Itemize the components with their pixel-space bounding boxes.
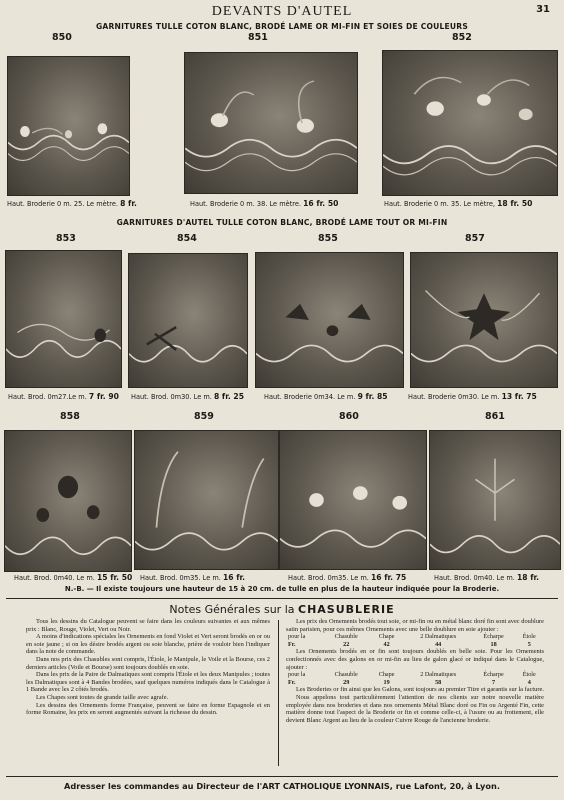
table-cell: 19	[383, 678, 390, 686]
price-table-galons	[286, 671, 544, 686]
table-cell: Chape	[378, 633, 395, 641]
footer-address: Adresser les commandes au Directeur de l'ART CATHOLIQUE LYONNAIS, rue Lafont, 20, à Lyon.	[64, 781, 500, 791]
notes-title: Notes Générales sur la CHASUBLERIE	[169, 603, 395, 616]
item-859-number: 859	[194, 411, 214, 422]
item-859-image	[134, 430, 279, 570]
table-cell: Étole	[522, 671, 536, 679]
note-paragraph: Tous les dessins du Catalogue peuvent se faire dans les couleurs suivantes et aux mêmes prix : Blanc, Rouge, Violet, Vert ou Noir.	[26, 618, 270, 633]
note-paragraph: Les Ornements brodés en or fin sont toujours doublés en belle soie. Pour les Ornements confectionnés avec des galons en or mi-fin au lieu de galon glacé or indiqué dans le Catalogue, ajouter :	[286, 648, 544, 671]
item-855-number: 855	[318, 233, 338, 244]
table-cell: Chasuble	[334, 633, 358, 641]
item-857-caption: Haut. Broderie 0m30. Le m. 13 fr. 75	[408, 392, 537, 401]
table-cell: 2 Dalmatiques	[420, 671, 457, 679]
note-paragraph: Les Chapes sont toutes de grande taille avec agrafe.	[36, 693, 169, 701]
item-860-image	[279, 430, 427, 570]
item-850-caption: Haut. Broderie 0 m. 25. Le mètre. 8 fr.	[7, 199, 137, 208]
table-cell: 42	[383, 640, 390, 648]
table-cell: 22	[343, 640, 350, 648]
item-854-caption: Haut. Brod. 0m30. Le m. 8 fr. 25	[131, 392, 244, 401]
section-title-1: GARNITURES TULLE COTON BLANC, BRODÉ LAME OR MI-FIN ET SOIES DE COULEURS	[95, 22, 469, 31]
page-number: 31	[536, 4, 550, 15]
table-cell: Chape	[378, 671, 395, 679]
note-paragraph: Dans les prix de la Paire de Dalmatiques sont compris l'Étole et les deux Manipules ; toutes les Dalmatiques sont à 4 Bandes brodées, sauf quelques numéros indiqués dans le Catalogue à 1 Bande avec les 2 côtés brodés.	[26, 671, 271, 694]
item-859-caption: Haut. Brod. 0m35. Le m. 16 fr.	[140, 573, 246, 582]
item-852-image	[382, 50, 558, 196]
table-cell: Étole	[522, 633, 536, 641]
table-cell: 18	[490, 640, 497, 648]
price-table-doublure	[286, 633, 544, 648]
item-860-caption: Haut. Brod. 0m35. Le m. 16 fr. 75	[288, 573, 407, 582]
table-cell: 7	[492, 678, 496, 686]
item-855-caption: Haut. Broderie 0m34. Le m. 9 fr. 85	[264, 392, 388, 401]
item-858-number: 858	[60, 411, 80, 422]
footer-divider	[6, 776, 558, 777]
table-cell: 5	[527, 640, 531, 648]
item-858-caption: Haut. Brod. 0m40. Le m. 15 fr. 50	[14, 573, 133, 582]
item-851-caption: Haut. Broderie 0 m. 38. Le mètre. 16 fr. 50	[190, 199, 339, 208]
table-cell: Écharpe	[483, 633, 504, 641]
item-851-image	[184, 52, 358, 194]
item-853-caption: Haut. Brod. 0m27.Le m. 7 fr. 90	[8, 392, 119, 401]
table-cell: 58	[435, 678, 442, 686]
table-cell: pour la	[288, 671, 306, 679]
item-850-image	[7, 56, 130, 196]
item-860-number: 860	[339, 411, 359, 422]
item-852-number: 852	[452, 32, 472, 43]
note-paragraph: A moins d'indications spéciales les Ornements en fond Violet et Vert seront brodés en or ou en soie jaune ; si on les désire brodés argent ou soie blanche, prière de vouloir bien l'indiquer dans la note de commande.	[26, 633, 270, 656]
item-857-image	[410, 252, 558, 388]
section-title-2: GARNITURES D'AUTEL TULLE COTON BLANC, BRODÉ LAME TOUT OR MI-FIN	[116, 218, 448, 227]
table-cell: 2 Dalmatiques	[420, 633, 457, 641]
note-paragraph: Les dessins des Ornements forme Française, peuvent se faire en forme Espagnole et en forme Romaine, les prix en seront augmentés suivant la richesse du dessin.	[26, 701, 270, 717]
notes-left-column	[26, 618, 270, 717]
item-852-caption: Haut. Broderie 0 m. 35. Le mètre, 18 fr. 50	[384, 199, 533, 208]
note-paragraph: Dans nos prix des Chasubles sont compris, l'Étole, le Manipule, le Voile et la Bourse, ces 2 derniers articles (Voile et Bourse) sont toujours doublés en soie.	[26, 655, 270, 671]
item-854-number: 854	[177, 233, 197, 244]
table-cell: 44	[435, 640, 442, 648]
item-861-number: 861	[485, 411, 505, 422]
table-cell: Écharpe	[483, 671, 504, 679]
note-paragraph: Les Broderies or fin ainsi que les Galons, sont toujours au premier Titre et garantis sur la facture.	[296, 686, 544, 694]
item-853-number: 853	[56, 233, 76, 244]
item-861-caption: Haut. Brod. 0m40. Le m. 18 fr.	[434, 573, 540, 582]
table-cell: Fr.	[288, 640, 296, 648]
item-851-number: 851	[248, 32, 268, 43]
note-paragraph: Les prix des Ornements brodés tout soie, or mi-fin ou en métal blanc doré fin sont avec doublure satin parisien, pour ces mêmes Ornements avec une belle doublure en soie ajouter :	[286, 618, 544, 633]
table-cell: Chasuble	[334, 671, 358, 679]
notes-right-column	[286, 618, 544, 724]
table-cell: Fr.	[288, 678, 296, 686]
item-855-image	[255, 252, 404, 388]
item-854-image	[128, 253, 248, 388]
item-853-image	[5, 250, 122, 388]
table-cell: 29	[343, 678, 350, 686]
table-cell: 4	[527, 678, 531, 686]
item-858-image	[4, 430, 132, 572]
item-857-number: 857	[465, 233, 485, 244]
column-divider	[278, 620, 279, 766]
item-850-number: 850	[52, 32, 72, 43]
page-title: DEVANTS D'AUTEL	[211, 4, 353, 19]
note-paragraph: Nous appelons tout particulièrement l'attention de nos clients sur notre nouvelle matière employée dans nos broderies et dans nos ornements Métal Blanc doré ou Fin ou Argenté Fin, cette matière donne tout l'aspect de la Broderie or fin et comme celle-ci, à l'usure ou au frottement, elle devient Blanc Argent au lieu de la couleur Cuivre Rouge de l'ancienne broderie.	[286, 693, 544, 724]
table-cell: pour la	[288, 633, 306, 641]
nb-note: N.-B. — Il existe toujours une hauteur de 15 à 20 cm. de tulle en plus de la hauteur indiquée pour la Broderie.	[64, 585, 500, 593]
divider	[6, 598, 558, 599]
item-861-image	[429, 430, 561, 570]
